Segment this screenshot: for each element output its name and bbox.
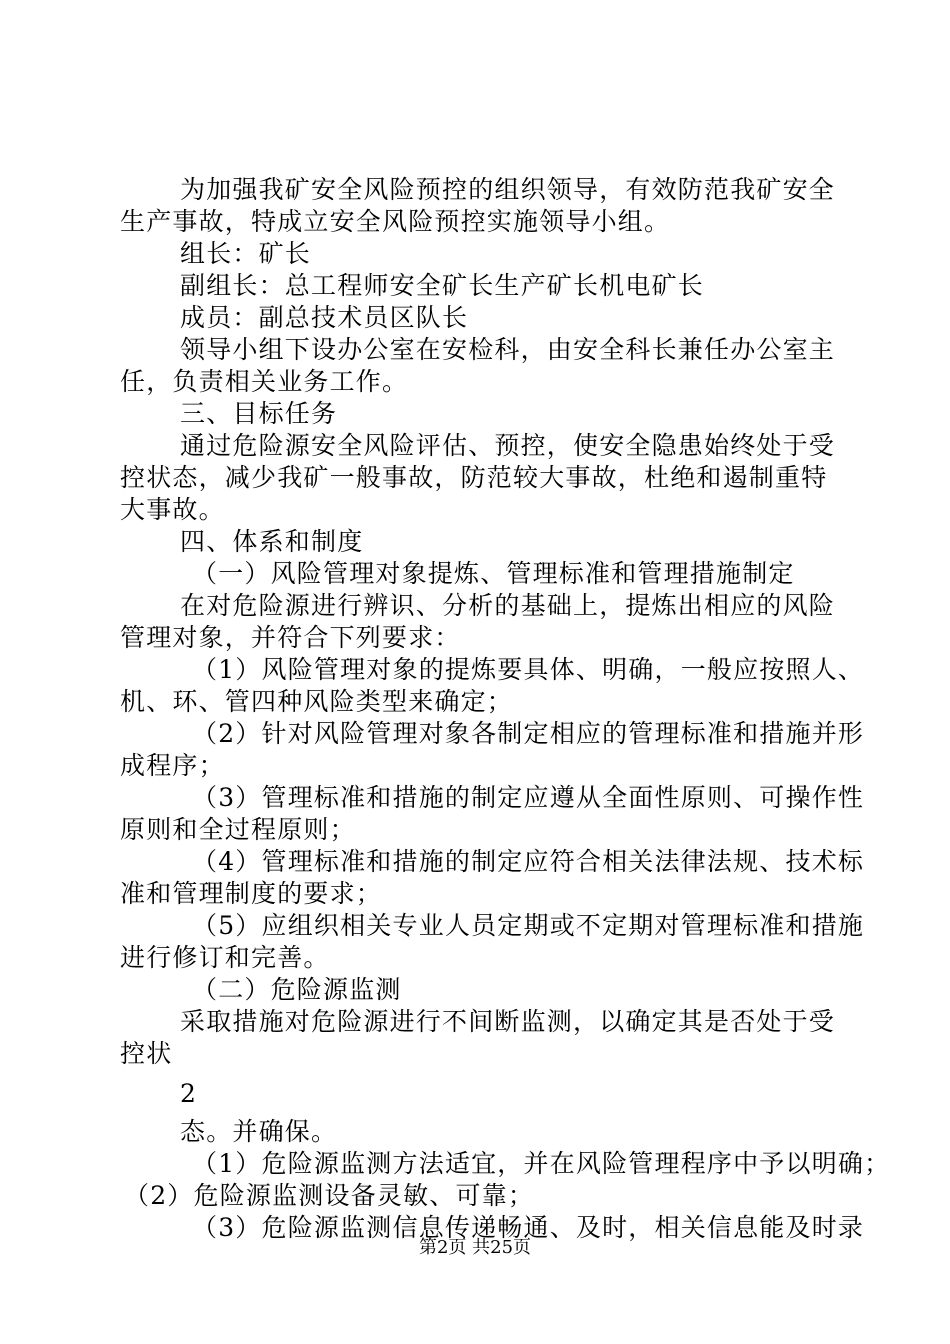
document-body — [120, 174, 891, 1244]
paragraph-line: 大事故。 — [120, 495, 225, 524]
section-heading: 三、目标任务 — [180, 399, 338, 428]
paragraph-line: 态。并确保。 — [180, 1117, 338, 1146]
paragraph-line: 成员：副总技术员区队长 — [180, 303, 469, 332]
page-footer: 第2页 共25页 — [418, 1237, 532, 1258]
list-item-line: （1）危险源监测方法适宜，并在风险管理程序中予以明确； — [192, 1149, 891, 1178]
paragraph-line: 控状 — [120, 1039, 173, 1068]
list-item-line: 进行修订和完善。 — [120, 943, 330, 972]
list-item-line: （3）管理标准和措施的制定应遵从全面性原则、可操作性 — [192, 783, 865, 812]
paragraph-line: 通过危险源安全风险评估、预控，使安全隐患始终处于受 — [180, 431, 836, 460]
list-item-line: （3）危险源监测信息传递畅通、及时，相关信息能及时录 — [192, 1213, 865, 1242]
list-item-line: （2）针对风险管理对象各制定相应的管理标准和措施并形 — [192, 719, 865, 748]
list-item-line: 机、环、管四种风险类型来确定； — [120, 687, 514, 716]
subsection-heading: （二）危险源监测 — [192, 975, 402, 1004]
paragraph-line: 管理对象，并符合下列要求： — [120, 623, 461, 652]
paragraph-line: 领导小组下设办公室在安检科，由安全科长兼任办公室主 — [180, 335, 836, 364]
list-item-line: （4）管理标准和措施的制定应符合相关法律法规、技术标 — [192, 847, 865, 876]
paragraph-line: 副组长：总工程师安全矿长生产矿长机电矿长 — [180, 271, 705, 300]
paragraph-line: 采取措施对危险源进行不间断监测，以确定其是否处于受 — [180, 1007, 836, 1036]
list-item-line: （5）应组织相关专业人员定期或不定期对管理标准和措施 — [192, 911, 865, 940]
paragraph-line: 任，负责相关业务工作。 — [120, 367, 409, 396]
paragraph-line: 为加强我矿安全风险预控的组织领导，有效防范我矿安全 — [180, 175, 836, 204]
list-item-line: 成程序； — [120, 751, 225, 780]
paragraph-line: 在对危险源进行辨识、分析的基础上，提炼出相应的风险 — [180, 591, 836, 620]
list-item-line: 原则和全过程原则； — [120, 815, 356, 844]
embedded-page-marker: 2 — [180, 1079, 198, 1108]
subsection-heading: （一）风险管理对象提炼、管理标准和管理措施制定 — [192, 559, 795, 588]
list-item-line: （1）风险管理对象的提炼要具体、明确，一般应按照人、 — [192, 655, 865, 684]
list-item-line: （2）危险源监测设备灵敏、可靠； — [124, 1181, 535, 1210]
paragraph-line: 生产事故，特成立安全风险预控实施领导小组。 — [120, 207, 671, 236]
section-heading: 四、体系和制度 — [180, 527, 364, 556]
paragraph-line: 组长：矿长 — [180, 239, 312, 268]
paragraph-line: 控状态，减少我矿一般事故，防范较大事故，杜绝和遏制重特 — [120, 463, 828, 492]
list-item-line: 准和管理制度的要求； — [120, 879, 383, 908]
